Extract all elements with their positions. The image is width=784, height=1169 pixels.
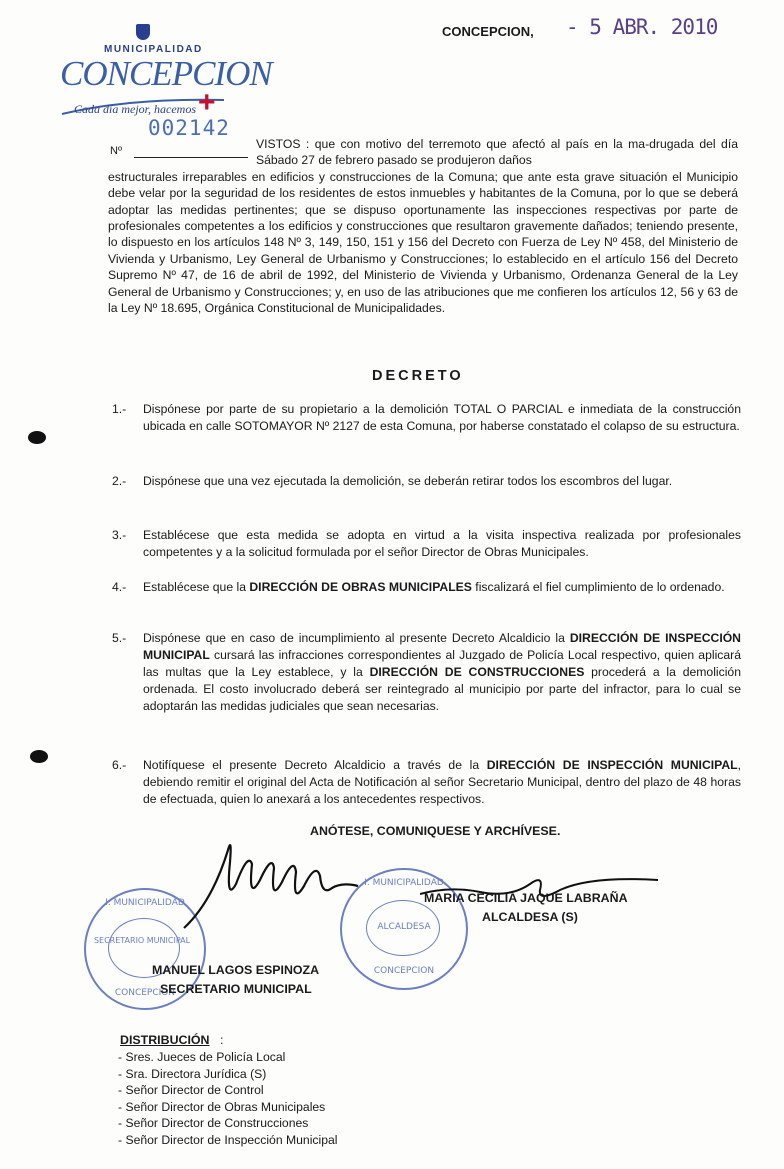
item-text: Dispónese por parte de su propietario a la demolición TOTAL O PARCIAL e inmediata de la construcción ubicada en calle SOTOMAYOR Nº 2127 de esta Comuna, por haberse constatado el colapso de su estructura. [143,402,741,433]
item-number: 3.- [112,528,127,542]
logo-tagline: Cada día mejor, hacemos [74,102,196,116]
decree-number: 002142 [148,116,230,140]
date-stamp: - 5 ABR. 2010 [566,15,718,39]
coat-of-arms-icon [136,24,150,40]
closing-formula: ANÓTESE, COMUNIQUESE Y ARCHÍVESE. [310,824,561,838]
vistos-head: VISTOS : que con motivo del terremoto que afectó al país en la ma-drugada del día Sábado 27 de febrero pasado se produjeron daños [256,137,738,168]
secretario-role: SECRETARIO MUNICIPAL [160,982,312,996]
item-text: Dispónese que una vez ejecutada la demolición, se deberán retirar todos los escombros del lugar. [143,474,673,488]
item-text: Dispónese que en caso de incumplimiento al presente Decreto Alcaldicio la DIRECCIÓN DE INSPECCIÓN MUNICIPAL cursará las infracciones correspondientes al Juzgado de Policía Local respectivo, quien aplicará las multas que la Ley establece, y la DIRECCIÓN DE CONSTRUCCIONES procederá a la demolición ordenada. El costo involucrado deberá ser reintegrado al municipio por parte del infractor, para lo cual se adoptarán las medidas judiciales que sean necesarias. [143,631,741,713]
item-text: Establécese que la DIRECCIÓN DE OBRAS MUNICIPALES fiscalizará el fiel cumplimiento de lo ordenado. [143,580,725,594]
alcaldesa-name: MARIA CECILIA JAQUE LABRAÑA [424,891,628,905]
number-label: Nº [110,145,122,157]
punch-hole [30,750,48,763]
distribution-entry: - Señor Director de Construcciones [118,1116,309,1131]
alcaldia-stamp: I. MUNICIPALIDAD ALCALDESA CONCEPCION [340,868,468,990]
distribution-colon: : [220,1033,224,1047]
item-number: 2.- [112,474,127,488]
punch-hole [28,431,46,444]
item-number: 1.- [112,402,127,416]
distribution-entry: - Señor Director de Control [118,1083,264,1098]
vistos-body: estructurales irreparables en edificios y construcciones de la Comuna; que ante esta grave situación el Municipio debe velar por la seguridad de los residentes de estos inmuebles y habitantes de la Comuna, por lo que se deberá adoptar las medidas pertinentes; que se dispuso oportunamente las inspecciones respectivas por parte de profesionales competentes a los edificios y construcciones que resultaron gravemente dañados; teniendo presente, lo dispuesto en los artículos 148 Nº 3, 149, 150, 151 y 156 del Decreto con Fuerza de Ley Nº 458, del Ministerio de Vivienda y Urbanismo, Ley General de Urbanismo y Construcciones; lo establecido en el artículo 156 del Decreto Supremo Nº 47, de 16 de abril de 1992, del Ministerio de Vivienda y Urbanismo, Ordenanza General de la Ley General de Urbanismo y Construcciones; y, en uso de las atribuciones que me confieren los artículos 12, 56 y 63 de la Ley Nº 18.695, Orgánica Constitucional de Municipalidades. [108,169,738,316]
item-number: 5.- [112,631,127,645]
distribution-entry: - Sra. Directora Jurídica (S) [118,1066,267,1081]
logo-name: CONCEPCION [60,54,272,93]
secretario-stamp: I. MUNICIPALIDAD SECRETARIO MUNICIPAL CONCEPCION [84,888,206,1010]
city-label: CONCEPCION, [442,24,534,39]
distribution-entry: - Señor Director de Inspección Municipal [118,1132,338,1147]
municipality-logo [58,22,272,122]
item-text: Establécese que esta medida se adopta en virtud a la visita inspectiva realizada por profesionales competentes y a la solicitud formulada por el señor Director de Obras Municipales. [143,528,741,559]
logo-municipality-label: MUNICIPALIDAD [104,44,203,55]
vistos-paragraph [108,136,738,316]
secretario-signature [182,832,362,932]
distribution-title: DISTRIBUCIÓN [120,1033,210,1047]
distribution-entry: - Sres. Jueces de Policía Local [118,1050,286,1064]
secretario-name: MANUEL LAGOS ESPINOZA [152,963,320,977]
alcaldesa-role: ALCALDESA (S) [482,910,578,924]
distribution-entry: - Señor Director de Obras Municipales [118,1099,326,1114]
item-number: 6.- [112,758,127,772]
item-text: Notifíquese el presente Decreto Alcaldicio a través de la DIRECCIÓN DE INSPECCIÓN MUNICIPAL, debiendo remitir el original del Acta de Notificación al señor Secretario Municipal, dentro del plazo de 48 horas de efectuada, quien lo anexará a los antecedentes respectivos. [143,758,741,806]
decreto-title: DECRETO [372,368,464,384]
distribution-list [118,1049,337,1149]
item-number: 4.- [112,580,127,594]
plus-icon: + [198,86,216,119]
